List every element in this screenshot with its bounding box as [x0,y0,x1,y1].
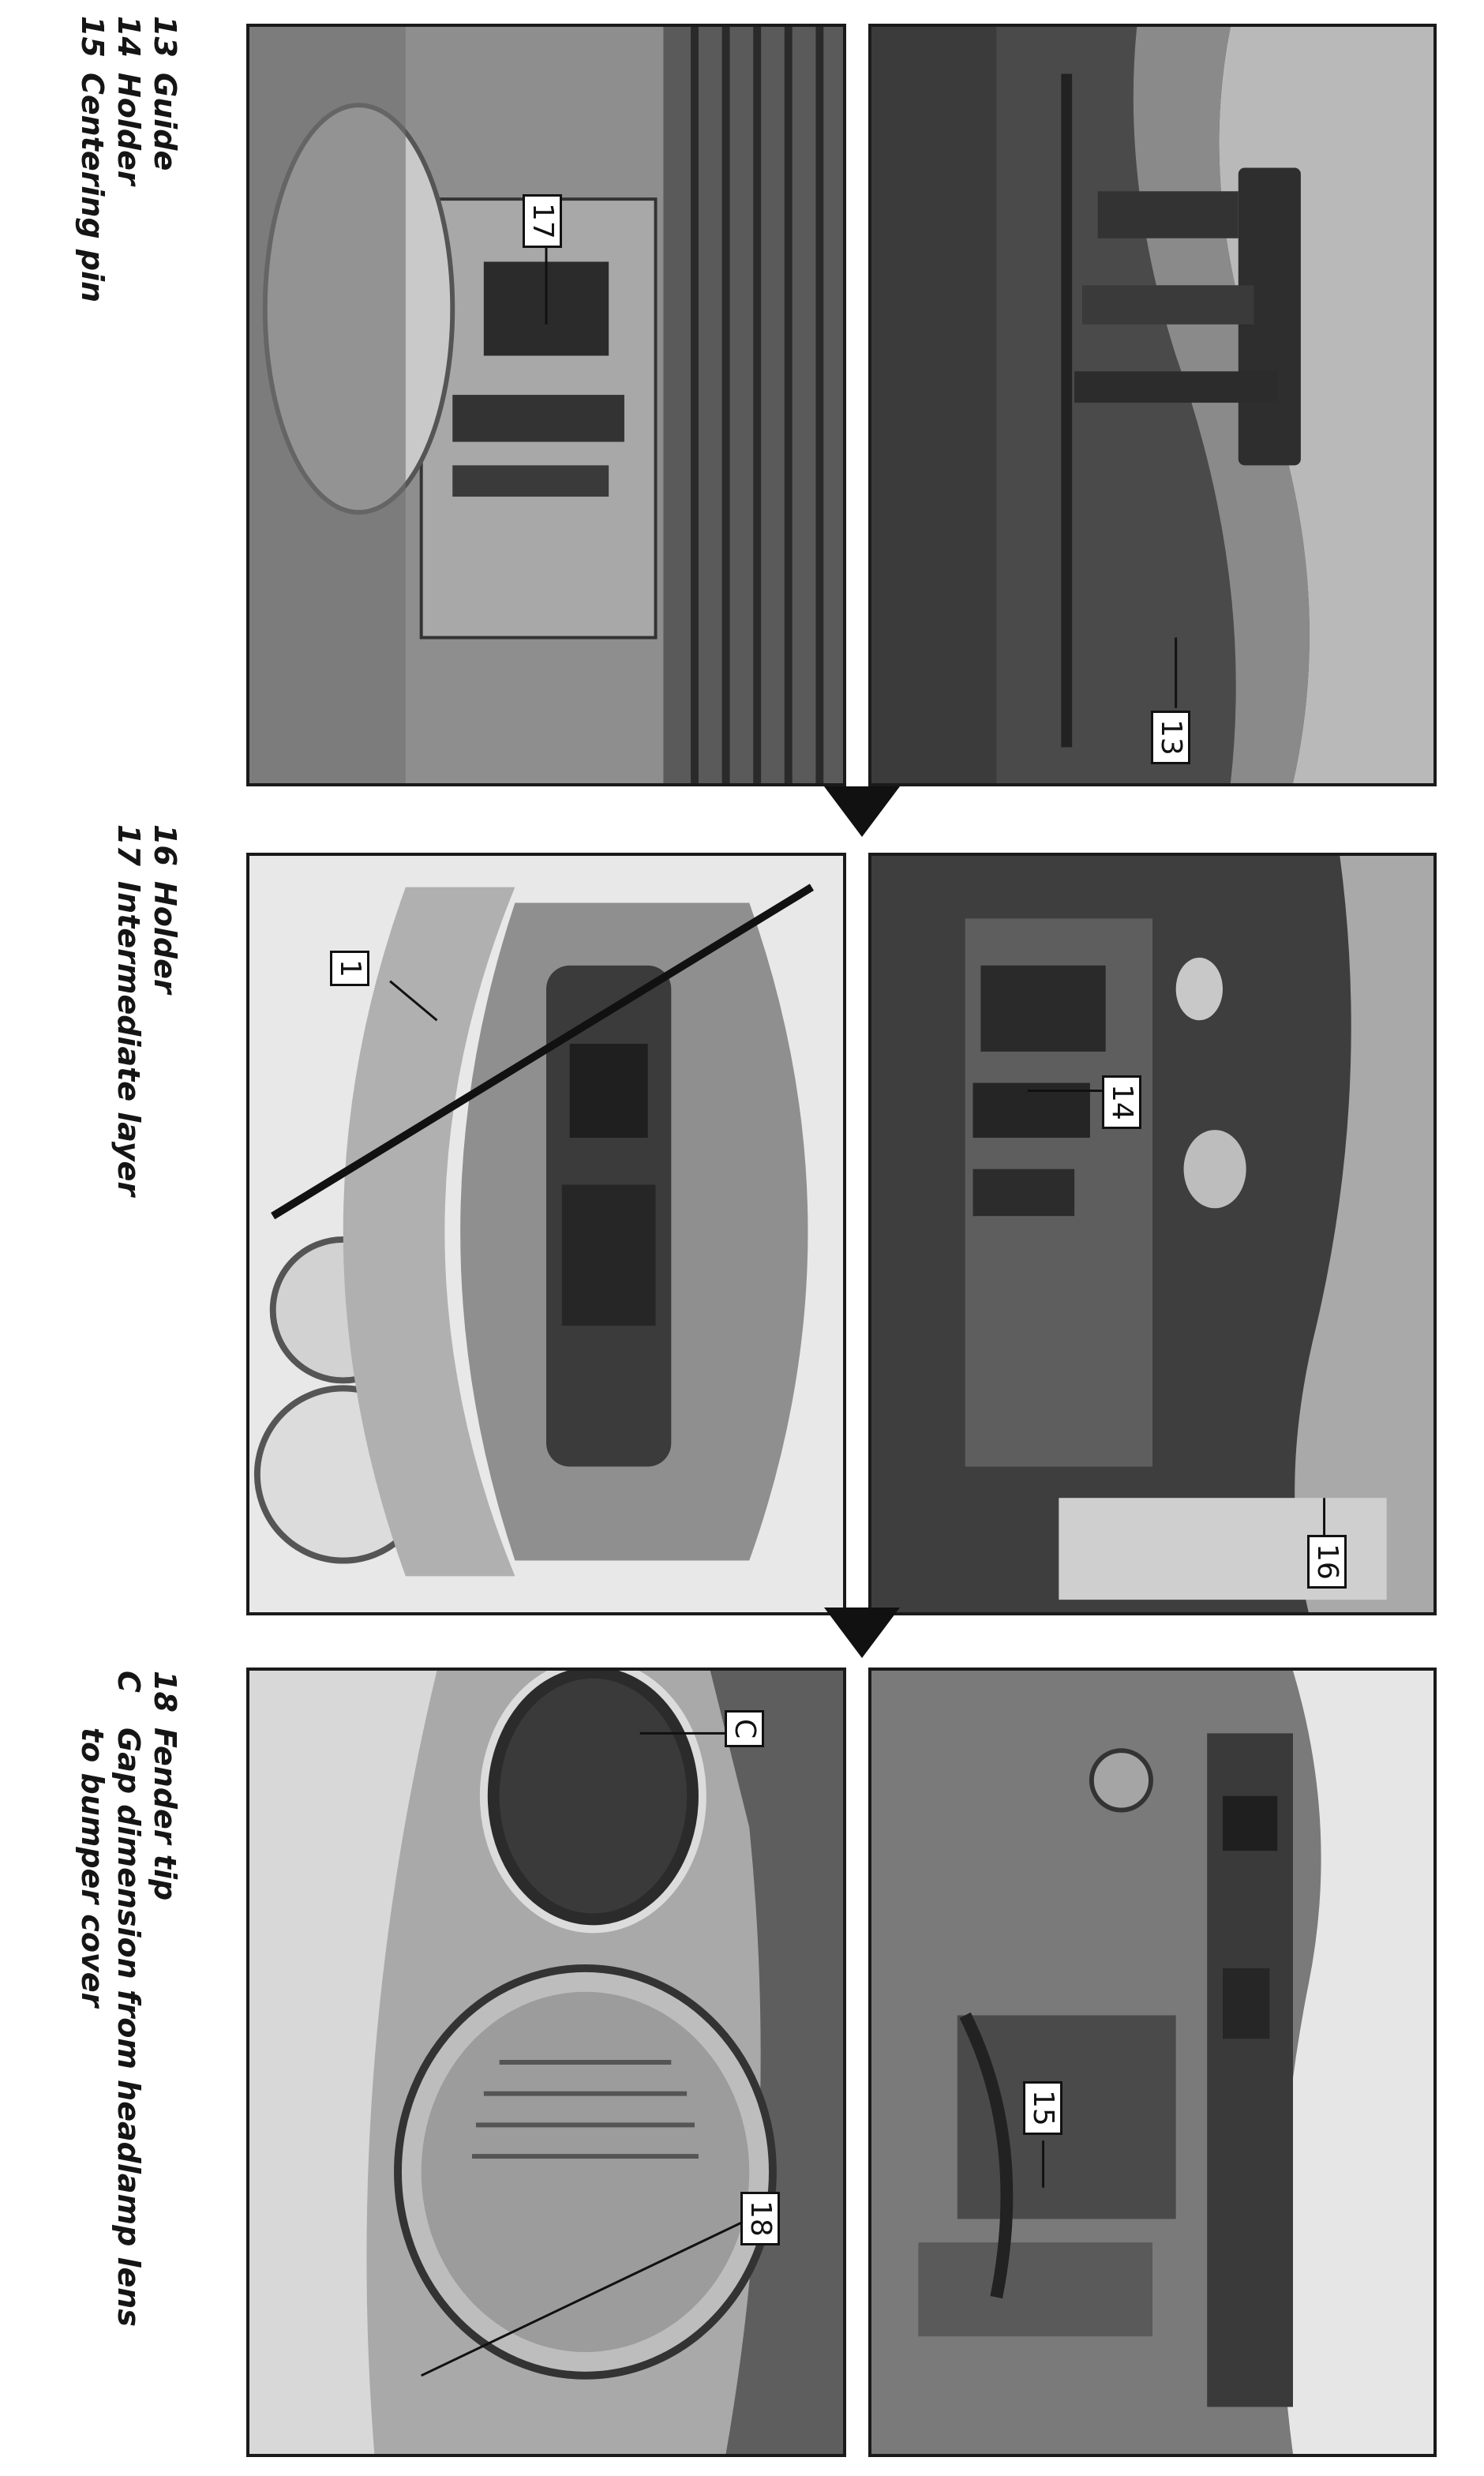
callout-c: C [725,1710,764,1747]
legend-item [147,16,183,302]
legend-label: Centering pin [75,73,110,303]
callout-13: 13 [1151,711,1190,764]
legend-group-2 [111,824,183,1196]
callout-1: 1 [330,951,369,986]
legend-item [147,824,183,1196]
legend-number: 17 [111,824,146,866]
legend-label: Holder [111,73,146,186]
photo-car-front [246,853,846,1615]
photo-intermediate-layer [246,24,846,786]
legend-number: 18 [148,1671,182,1713]
legend-item [147,1671,183,2327]
right-arrow-icon [824,786,900,837]
photo-illustration [249,1671,843,2454]
photo-illustration [871,27,1433,783]
legend-group-1 [74,16,183,302]
legend-item [111,16,147,302]
legend-label: Holder [148,881,182,994]
photo-illustration [871,1671,1433,2454]
legend-number: 16 [148,824,182,866]
callout-17: 17 [523,194,562,248]
legend-number: 15 [75,16,110,58]
callout-16: 16 [1307,1535,1347,1589]
photo-bumper-guide [868,24,1437,786]
right-arrow-icon [824,1608,900,1658]
legend-number: 13 [148,16,182,58]
legend-number: 14 [111,16,146,58]
legend-number: C [111,1671,146,1693]
legend-item [111,1671,147,2327]
legend-label: Intermediate layer [111,881,146,1197]
legend-group-3 [74,1671,183,2327]
legend-item [74,16,111,302]
legend-label: Guide [148,73,182,171]
callout-14: 14 [1102,1075,1141,1129]
legend-label: Fender tip [148,1728,182,1901]
photo-illustration [871,856,1433,1612]
photo-centering-pin [868,1668,1437,2457]
photo-holders [868,853,1437,1615]
legend-item [111,824,147,1196]
legend-continuation: to bumper cover [75,1728,110,2008]
callout-18: 18 [740,2192,780,2245]
callout-15: 15 [1023,2081,1062,2135]
photo-illustration [249,27,843,783]
photo-headlamp-fender [246,1668,846,2457]
legend-label: Gap dimension from headlamp lens [111,1728,146,2327]
